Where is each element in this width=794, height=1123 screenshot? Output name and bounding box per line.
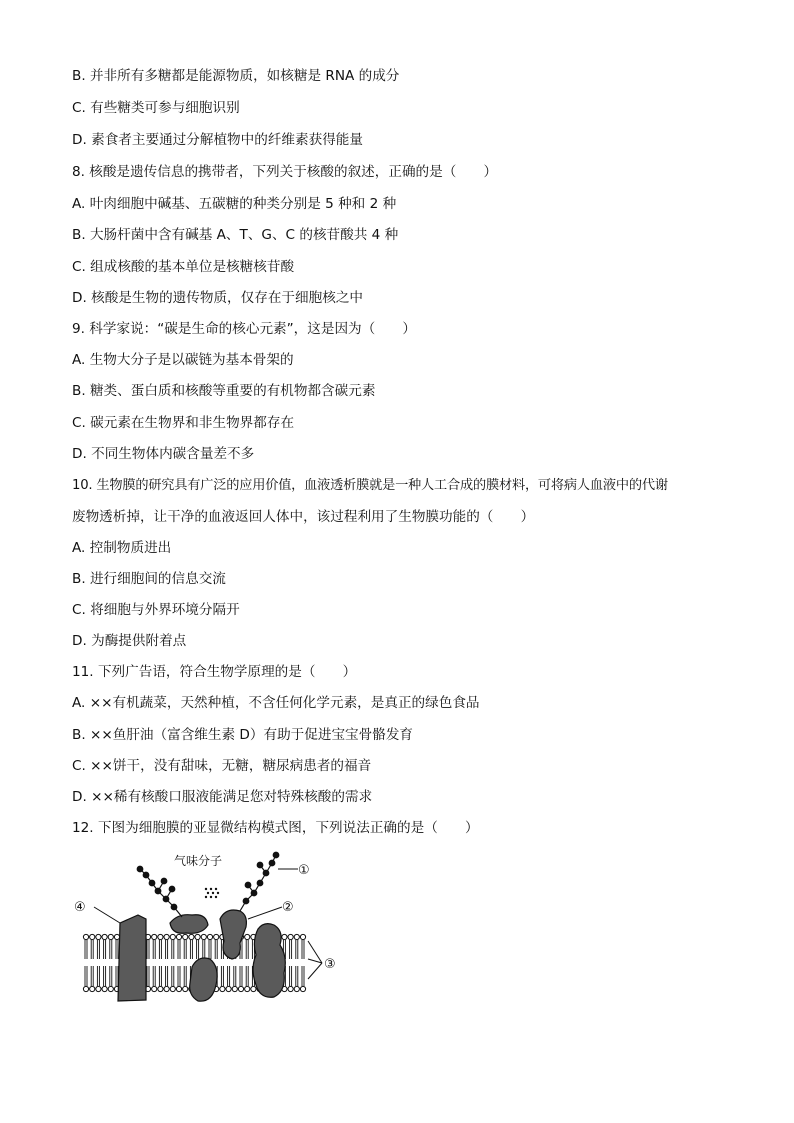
embedded-protein-bottom xyxy=(190,958,217,1001)
q9-option-a: A. 生物大分子是以碳链为基本骨架的 xyxy=(72,352,294,368)
q10-stem-line2: 废物透析掉，让干净的血液返回人体中，该过程利用了生物膜功能的（ ） xyxy=(72,509,535,525)
q9-option-d: D. 不同生物体内碳含量差不多 xyxy=(72,446,255,462)
q10-option-b: B. 进行细胞间的信息交流 xyxy=(72,571,226,587)
q8-option-b: B. 大肠杆菌中含有碱基 A、T、G、C 的核苷酸共 4 种 xyxy=(72,227,399,243)
q9-option-c: C. 碳元素在生物界和非生物界都存在 xyxy=(72,415,295,431)
q11-option-b: B. ××鱼肝油（富含维生素 D）有助于促进宝宝骨骼发育 xyxy=(72,727,414,743)
cell-membrane-figure xyxy=(70,845,360,1010)
q8-option-d: D. 核酸是生物的遗传物质，仅存在于细胞核之中 xyxy=(72,290,363,306)
q8-stem: 8. 核酸是遗传信息的携带者，下列关于核酸的叙述，正确的是（ ） xyxy=(72,164,498,180)
q9-stem: 9. 科学家说：“碳是生命的核心元素”，这是因为（ ） xyxy=(72,321,417,337)
q11-option-a: A. ××有机蔬菜，天然种植，不含任何化学元素，是真正的绿色食品 xyxy=(72,695,480,711)
label-3: ③ xyxy=(324,957,336,972)
q8-option-c: C. 组成核酸的基本单位是核糖核苷酸 xyxy=(72,259,295,275)
transmembrane-protein-right xyxy=(253,924,285,998)
transmembrane-protein-4 xyxy=(118,915,146,1001)
odor-molecule-dots xyxy=(205,888,219,898)
glycan-chain-right xyxy=(240,852,279,911)
q7-option-c: C. 有些糖类可参与细胞识别 xyxy=(72,100,240,116)
label-1: ① xyxy=(298,863,310,878)
q10-option-d: D. 为酶提供附着点 xyxy=(72,633,187,649)
q11-option-d: D. ××稀有核酸口服液能满足您对特殊核酸的需求 xyxy=(72,789,373,805)
q11-option-c: C. ××饼干，没有甜味，无糖，糖尿病患者的福音 xyxy=(72,758,372,774)
q10-stem-line1: 10. 生物膜的研究具有广泛的应用价值，血液透析膜就是一种人工合成的膜材料，可将病人血液中的代谢 xyxy=(72,478,668,493)
q10-option-a: A. 控制物质进出 xyxy=(72,540,172,556)
label-4: ④ xyxy=(74,900,86,915)
q9-option-b: B. 糖类、蛋白质和核酸等重要的有机物都含碳元素 xyxy=(72,383,376,399)
label-2: ② xyxy=(282,900,294,915)
q8-option-a: A. 叶肉细胞中碱基、五碳糖的种类分别是 5 种和 2 种 xyxy=(72,196,397,212)
q11-stem: 11. 下列广告语，符合生物学原理的是（ ） xyxy=(72,664,357,680)
glycan-chain-left xyxy=(137,866,182,917)
peripheral-protein-top xyxy=(170,915,208,934)
q12-stem: 12. 下图为细胞膜的亚显微结构模式图，下列说法正确的是（ ） xyxy=(72,820,479,836)
q7-option-b: B. 并非所有多糖都是能源物质，如核糖是 RNA 的成分 xyxy=(72,68,400,84)
q10-option-c: C. 将细胞与外界环境分隔开 xyxy=(72,602,240,618)
q7-option-d: D. 素食者主要通过分解植物中的纤维素获得能量 xyxy=(72,132,363,148)
odor-molecule-label: 气味分子 xyxy=(174,854,223,868)
